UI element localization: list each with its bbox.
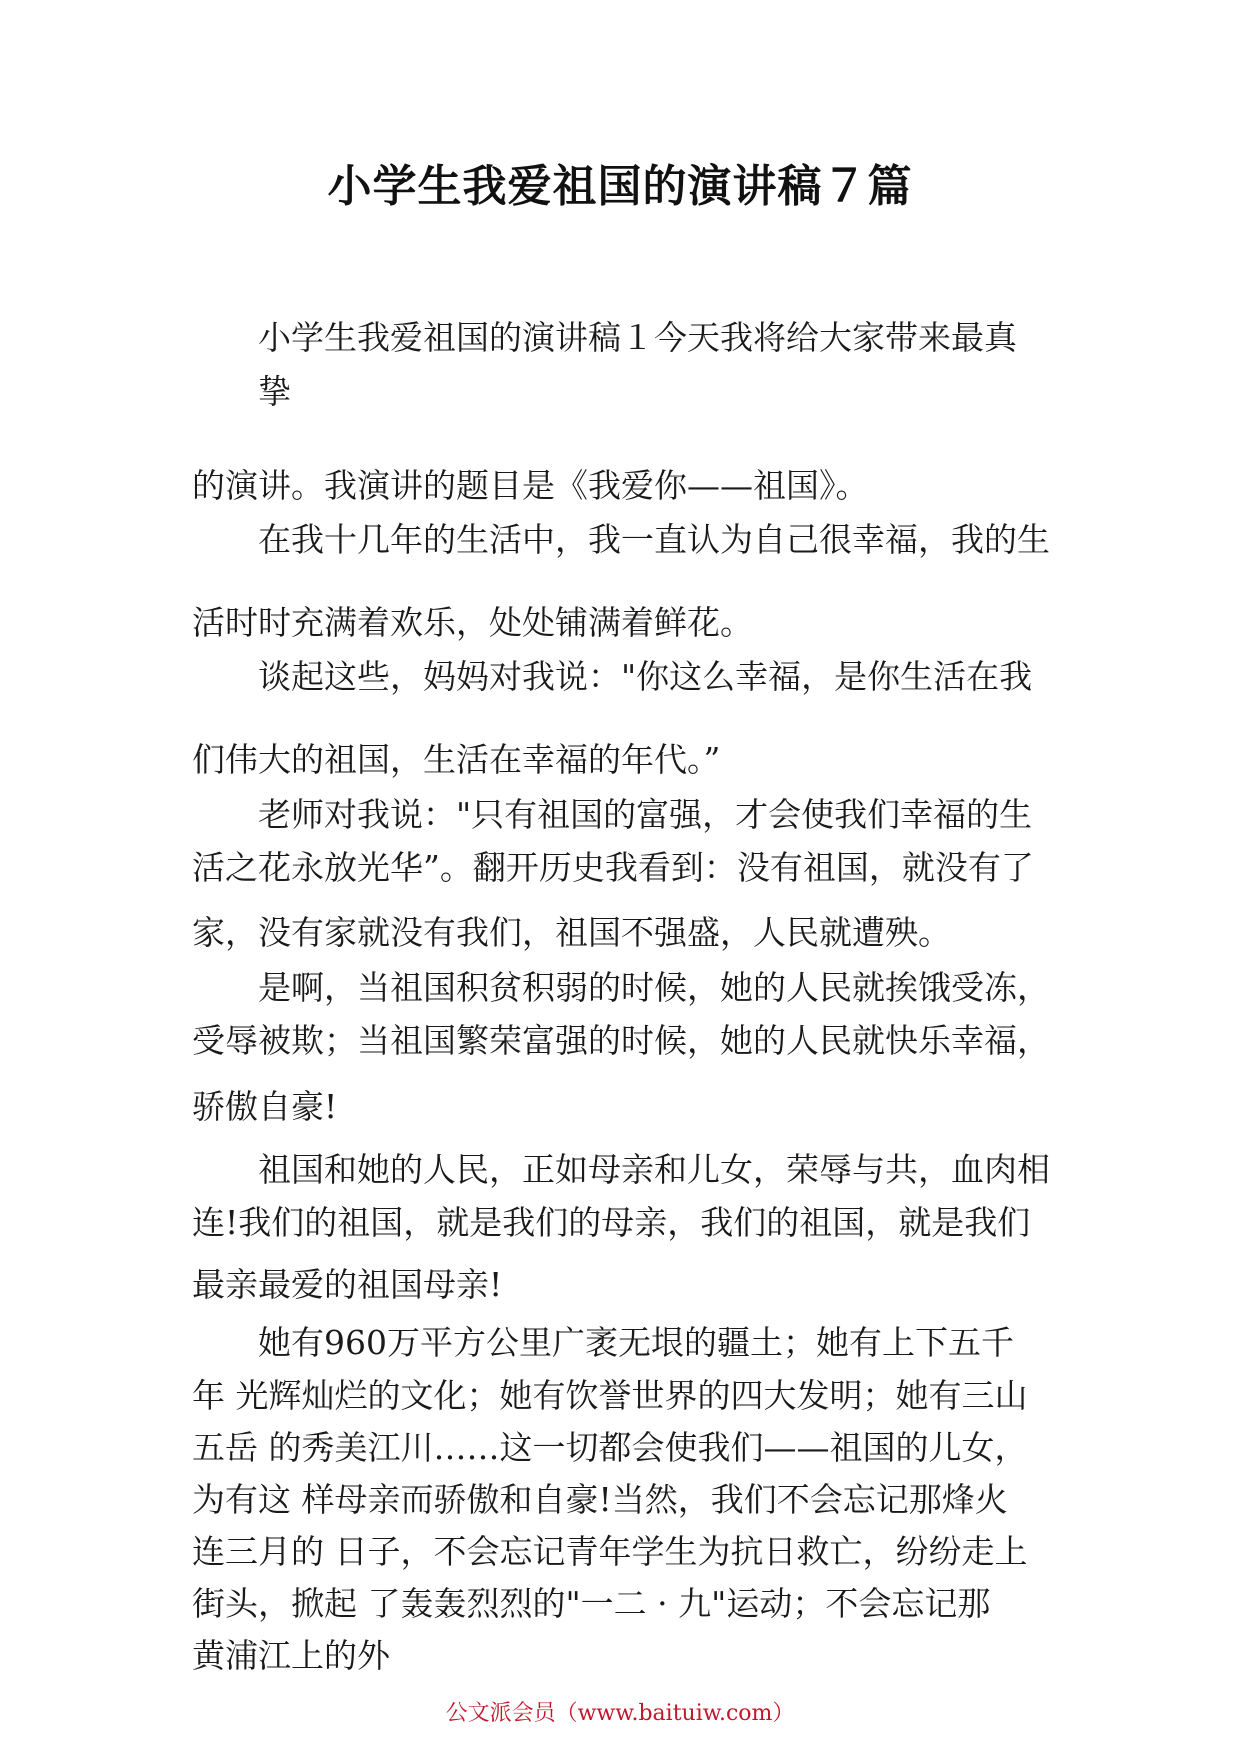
text-line: 祖国和她的人民，正如母亲和儿女，荣辱与共，血肉相 xyxy=(258,1150,1050,1189)
text-line: 黄浦江上的外 xyxy=(192,1636,390,1675)
text-line: 们伟大的祖国，生活在幸福的年代。” xyxy=(192,740,721,779)
text-line: 挚 xyxy=(258,372,291,411)
text-line: 为有这 样母亲而骄傲和自豪!当然，我们不会忘记那烽火 xyxy=(192,1480,1008,1519)
text-line: 五岳 的秀美江川……这一切都会使我们——祖国的儿女， xyxy=(192,1428,1028,1467)
text-line: 家，没有家就没有我们，祖国不强盛，人民就遭殃。 xyxy=(192,913,951,952)
text-line: 是啊，当祖国积贫积弱的时候，她的人民就挨饿受冻， xyxy=(258,968,1050,1007)
text-line: 连!我们的祖国，就是我们的母亲，我们的祖国，就是我们 xyxy=(192,1203,1031,1242)
text-line: 老师对我说："只有祖国的富强，才会使我们幸福的生 xyxy=(258,795,1033,834)
text-line: 骄傲自豪! xyxy=(192,1087,338,1126)
text-line: 最亲最爱的祖国母亲! xyxy=(192,1265,503,1304)
text-line: 连三月的 日子，不会忘记青年学生为抗日救亡，纷纷走上 xyxy=(192,1532,1028,1571)
text-line: 谈起这些，妈妈对我说："你这么幸福，是你生活在我 xyxy=(258,657,1033,696)
text-line: 受辱被欺；当祖国繁荣富强的时候，她的人民就快乐幸福， xyxy=(192,1021,1050,1060)
text-line: 的演讲。我演讲的题目是《我爱你——祖国》。 xyxy=(192,466,869,505)
document-title: 小学生我爱祖国的演讲稿７篇 xyxy=(327,161,913,212)
text-line: 年 光辉灿烂的文化；她有饮誉世界的四大发明；她有三山 xyxy=(192,1376,1028,1415)
text-line: 活时时充满着欢乐，处处铺满着鲜花。 xyxy=(192,603,753,642)
footer-link[interactable]: 公文派会员（www.baituiw.com） xyxy=(445,1701,795,1726)
text-line: 在我十几年的生活中，我一直认为自己很幸福，我的生 xyxy=(258,520,1050,559)
text-line: 她有960万平方公里广袤无垠的疆土；她有上下五千 xyxy=(258,1323,1014,1362)
text-line: 活之花永放光华”。翻开历史我看到：没有祖国，就没有了 xyxy=(192,848,1034,887)
text-line: 街头，掀起 了轰轰烈烈的"一二 · 九"运动；不会忘记那 xyxy=(192,1584,991,1623)
text-line: 小学生我爱祖国的演讲稿１今天我将给大家带来最真 xyxy=(258,318,1017,357)
